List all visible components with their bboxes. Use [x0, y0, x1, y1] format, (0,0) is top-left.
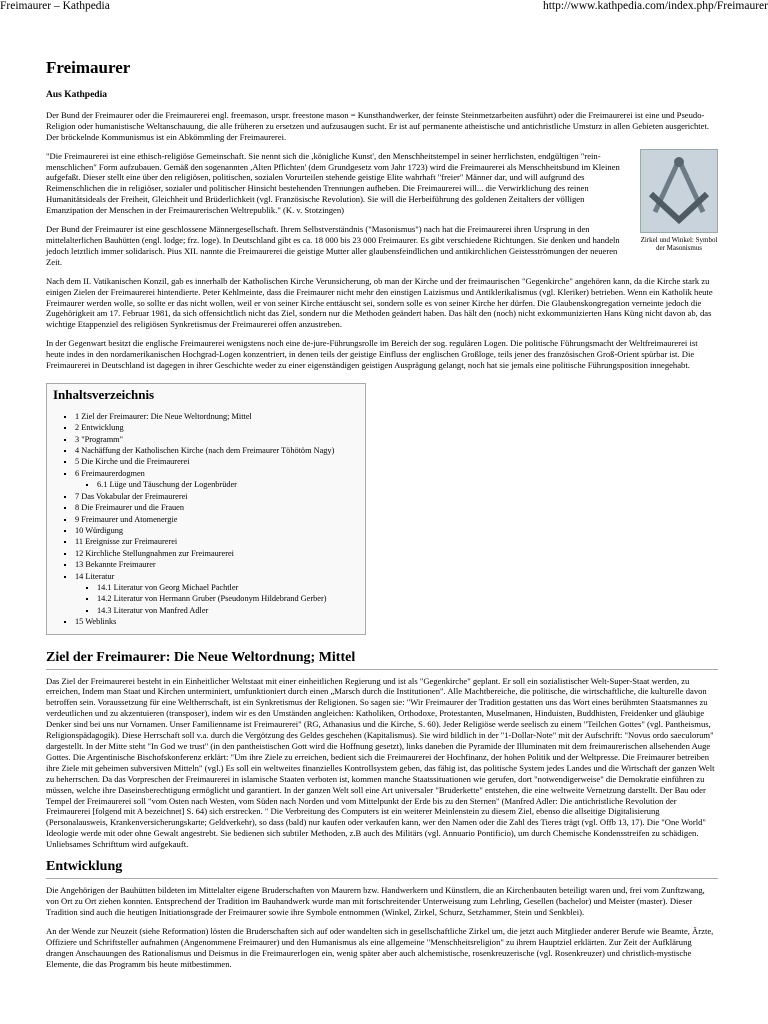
toc-item[interactable]	[75, 468, 361, 491]
intro-paragraph-4: Nach dem II. Vatikanischen Konzil, gab es innerhalb der Katholischen Kirche Verunsicherung, ob man der Kirche und der freimaurischen "Gegenkirche" angehören kann, da die Kirche stark zu einigen Zielen der Freimaurerei hintendierte. Peter Kehlmeinte, dass die Freimaurer nicht mehr den einstigen Laizismus und Antiklerikalismus (vgl. Kleriker) betrieben. Wenn ein Katholik heute Freimaurer werden wolle, so sollte er das nicht wollen, weil er von seiner Kirche enttäuscht sei, sondern solle es von seiner Kirche her dürfen. Die Glaubenskongregation verneinte jedoch die Zugehörigkeit am 17. Februar 1981, da sich offensichtlich nicht das Ziel, sondern nur die Methoden geändert haben. Das hält den (noch) nicht exkommunizierten Hans Küng nicht davon ab, das wichtige Etappenziel des religiösen Synkretismus der Freimaurerei offen anzustreben.	[46, 275, 713, 330]
section-heading-ziel: Ziel der Freimaurer: Die Neue Weltordnung; Mittel	[46, 649, 718, 670]
toc-item[interactable]	[75, 502, 361, 513]
page-title: Freimaurer	[46, 58, 131, 77]
toc-subitem[interactable]: ▪ 14.2 Literatur von Hermann Gruber (Pseudonym Hildebrand Gerber)	[97, 593, 361, 604]
intro-paragraph-1: Der Bund der Freimaurer oder die Freimaurerei engl. freemason, urspr. freestone mason = Kunsthandwerker, der feinste Steinmetzarbeiten ausführt) oder die Freimaurerei ist eine und Pseudo-Religion oder humanistische Weltanschauung, die alle früheren zu ersetzen und aufzusaugen sucht. Er ist auf permanente atheistische und antichristliche Umsturz in allen Gebieten ausgerichtet. Der bröckelnde Kommunismus ist ein Abkömmling der Freimaurerei.	[46, 109, 710, 142]
toc-link[interactable]: 7 Das Vokabular der Freimaurerei	[75, 491, 188, 501]
intro-paragraph-3: Der Bund der Freimaurer ist eine geschlossene Männergesellschaft. Ihrem Selbstverständnis ("Masonismus") nach hat die Freimaurerei ihren Ursprung in den mittelalterlichen Bauhütten (engl. lodge; frz. loge). In Deutschland gibt es ca. 18 000 bis 23 000 Freimaurer. Es gibt verschiedene Richtungen. Sie denken und handeln jedoch letztlich immer solidarisch. Pius XII. nannte die Freimaurerei die geistige Mutter aller glaubensfeindlichen und antikirchlichen Geistesströmungen der neueren Zeit.	[46, 224, 620, 267]
toc-link[interactable]: 9 Freimaurer und Atomenergie	[75, 514, 178, 524]
toc-sublist	[75, 479, 361, 490]
toc-link[interactable]: 6 Freimaurerdogmen	[75, 468, 145, 478]
toc-item[interactable]	[75, 445, 361, 456]
section-ziel-text: Das Ziel der Freimaurerei besteht in ein Einheitlicher Weltstaat mit einer einheitlichen Regierung und ist als "Gegenkirche" geplant. Er soll ein sozialistischer Welt-Super-Staat werden, zu erreichen, Indem man Staat und Kirchen unterminiert, umfunktioniert durch einen „Marsch durch die Institutionen". Alle Machtbereiche, die politische, die wirtschaftliche, die kulturelle davon betroffen sein. Voraussetzung für eine Weltherrschaft, ist ein Synkretismus der Religionen. So sagen sie: "Wir Freimaurer der Tradition gestatten uns das Wort eines berühmten Staatsmannes zu verdeutlichen und zu akzentuieren (transposer), indem wir es den Umständen angleichen: Katholiken, Orthodoxe, Protestanten, Muselmanen, Hinduisten, Buddhisten, Freidenker und gläubige Denker sind bei uns nur Vornamen. Unser Familienname ist Freimaurerei" (RG, Athanasius und die Kirche, S. 60). Jeder Religiöse werde seelisch zu einem "Teilchen Gottes" (vgl. Pantheismus, Religionspädagogik). Diese Herrschaft soll v.a. durch die Vergötzung des Geldes geschehen (Kapitalismus). Sie wird bildlich in der "1-Dollar-Note" mit der Aufschrift: "Novus ordo saeculorum" dargestellt. In der Mitte steht "In God we trust" (in den pantheistischen Gott wird die Hoffnung gesetzt), links daneben die Pyramide der Illuminaten mit dem freimaurerischen allsehenden Auge Gottes. Die Argentinische Bischofskonferenz erklärt: "Um ihre Ziele zu erreichen, bedient sich die Freimaurerei der Hochfinanz, der hohen Politik und der Weltpresse. Die Freimaurer betreiben ihre Ziele mit geheimen subversiven Mitteln" (vgl.) Es soll ein weltweites finanzielles Kontrollsystem geben, das fähig ist, das politische System jedes Landes und die Wirtschaft der ganzen Welt zu beherrschen. Da das Vorpreschen der Freimaurerei in islamische Staaten verboten ist, kommen manche Staatssituationen wie gerufen, dort "notwendigerweise" die Demokratie einführen zu müssen, welche ihre Daseinsberechtigung ermöglicht und garantiert. In der ganzen Welt soll eine Art universaler "Bruderkette" entstehen, die eine weltweite Vernetzung darstellt. Der Bau oder Tempel der Freimaurerei soll "vom Osten nach Westen, vom Süden nach Norden und vom Mittelpunkt der Erde bis zu den Sternen" (Manfred Adler: Die antichristliche Revolution der Freimaurerei [folgend mit A bezeichnet] S. 64) sich erstrecken. " Die Verbreitung des Computers ist ein weiterer Meinlenstein zu diesem Ziel, ebenso die allseitige Digitalisierung (Personalausweis, Krankenversicherungskarte; Geldverkehr), so dass (bald) nur kaufen oder verkaufen kann, wer den Namen oder die Zahl des Tieres trägt (vgl. Offb 13, 17). Die "One World" Ideologie werde mit oder ohne Gewalt angestrebt. Sie bedienen sich subtiler Methoden, z.B auch des Militärs (vgl. Annuario Pontificio), um durch Chemische Kondensstreifen zu schädigen. Unliebsames Schrifttum wird aufgekauft.	[46, 675, 715, 850]
toc-item[interactable]	[75, 571, 361, 617]
compass-square-icon	[641, 150, 717, 232]
toc-item[interactable]	[75, 559, 361, 570]
article-content	[46, 58, 718, 977]
toc-item[interactable]	[75, 491, 361, 502]
toc-item[interactable]	[75, 422, 361, 433]
symbol-thumbnail[interactable]	[640, 149, 718, 252]
toc-item[interactable]	[75, 548, 361, 559]
toc-link[interactable]: 5 Die Kirche und die Freimaurerei	[75, 457, 190, 467]
toc-subitem[interactable]: ▪ 14.3 Literatur von Manfred Adler	[97, 605, 361, 616]
print-header-url: http://www.kathpedia.com/index.php/Freimaurer	[542, 0, 768, 12]
toc-item[interactable]	[75, 456, 361, 467]
toc-link[interactable]: 3 "Programm"	[75, 434, 124, 444]
toc-link[interactable]: 8 Die Freimaurer und die Frauen	[75, 503, 184, 513]
section-entwicklung-paragraph-2: An der Wende zur Neuzeit (siehe Reformation) lösten die Bruderschaften sich auf oder wandelten sich in gesellschaftliche Zirkel um, die jetzt auch Mitglieder anderer Berufe wie Beamte, Ärzte, Offiziere und Schriftsteller aufnahmen (Angenommene Freimaurer) und den Humanismus als eine allgemeine "Menschheitsreligion" zu ihrem Hauptziel erklärten. Zur Zeit der Aufklärung drangen Anschauungen des Rationalismus und Deismus in die Freimaurerlogen ein, wenig später aber auch alchemistische, rosenkreuzerische (vgl. Rosenkreuzer) und christlich-mystische Elemente, die das Programm bis heute mitbestimmen.	[46, 925, 714, 969]
toc-sublist	[75, 582, 361, 616]
toc-item[interactable]	[75, 536, 361, 547]
toc-link[interactable]: 10 Würdigung	[75, 525, 124, 535]
section-entwicklung-paragraph-1: Die Angehörigen der Bauhütten bildeten im Mittelalter eigene Bruderschaften von Maurern bzw. Handwerkern und Künstlern, die an Kirchenbauten beteiligt waren und, frei vom Zunftzwang, von Ort zu Ort ziehen konnten. Entsprechend der Tradition im Bauhandwerk wurde man mit fortschreitender Unterweisung zum Lehrling, Gesellen (bachelor) und Meister (master). Dieser Tradition sind auch die heutigen Initiationsgrade der Freimaurer sowie ihre Symbole entnommen (Winkel, Zirkel, Schurz, Setzhammer, Stein und Senkblei).	[46, 885, 705, 917]
toc-item[interactable]	[75, 514, 361, 525]
intro-paragraph-2: "Die Freimaurerei ist eine ethisch-religiöse Gemeinschaft. Sie nennt sich die ,königliche Kunst', den Menschheitstempel in seiner herrlichsten, endgültigen "rein-menschlichen" Form aufzubauen. Gemäß den sogenannten ,Alten Pflichten' (dem Grundgesetz vom Jahr 1723) wird die Freimaurerei als Menschheitsbund im Kleinen aufgefaßt. Dieser stellt eine über den religiösen, politischen, sozialen Vorurteilen stehende geistige Elite wahrhaft "freier" Männer dar, und will aufgrund des Reimenschlichen die in religiöser, sozialer und politischer Hinsicht bestehenden Trennungen aufheben. Die Freimaurerei will... die Verwirklichung des reinen Humanitätsideals der Freiheit, Gleichheit und Brüderlichkeit (vgl. Französische Revolution). Sie will die Herbeiführung des goldenen Zeitalters der völligen Emanzipation der Menschen in der Freimaurerischen Weltrepublik." (K. v. Stotzingen)	[46, 150, 620, 216]
toc-subitem[interactable]: ▪ 6.1 Lüge und Täuschung der Logenbrüder	[97, 479, 361, 490]
toc-link[interactable]: 13 Bekannte Freimaurer	[75, 560, 156, 570]
toc-subitem[interactable]: ▪ 14.1 Literatur von Georg Michael Pachtler	[97, 582, 361, 593]
toc-link[interactable]: 11 Ereignisse zur Freimaurerei	[75, 537, 178, 547]
toc-link[interactable]: 4 Nachäffung der Katholischen Kirche (nach dem Freimaurer Töhötöm Nagy)	[75, 446, 335, 456]
toc-link[interactable]: 12 Kirchliche Stellungnahmen zur Freimaurerei	[75, 548, 234, 558]
toc-link[interactable]: 14 Literatur	[75, 571, 115, 581]
toc-item[interactable]	[75, 434, 361, 445]
toc-item[interactable]	[75, 411, 361, 422]
print-header-title: Freimaurer – Kathpedia	[0, 0, 110, 12]
intro-paragraph-5: In der Gegenwart besitzt die englische Freimaurerei wenigstens noch eine de-jure-Führungsrolle im Bereich der sog. regulären Logen. Die politische Führungsmacht der Weltfreimaurerei ist heute indes in den nordamerikanischen Hochgrad-Logen konzentriert, in denen teils der geistige Einfluss der englischen Großloge, teils jener des französischen Groß-Orient spürbar ist. Die Freimaurerei in Deutschland ist dagegen in ihrer Geschichte weder zu einer eigenständigen geistigen Ausprägung gelangt, noch hat sie jemals eine politische Führungsposition innegehabt.	[46, 338, 698, 371]
toc-item[interactable]	[75, 616, 361, 627]
image-caption: Zirkel und Winkel: Symbol der Masonismus	[640, 235, 718, 252]
print-header	[0, 0, 768, 14]
page-subtitle: Aus Kathpedia	[46, 90, 107, 100]
table-of-contents	[46, 383, 366, 635]
toc-title: Inhaltsverzeichnis	[53, 386, 155, 402]
toc-link[interactable]: 1 Ziel der Freimaurer: Die Neue Weltordnung; Mittel	[75, 411, 252, 421]
section-heading-entwicklung: Entwicklung	[46, 858, 718, 879]
compass-square-image[interactable]	[640, 149, 718, 233]
toc-list	[53, 411, 361, 628]
toc-item[interactable]	[75, 525, 361, 536]
toc-link[interactable]: 15 Weblinks	[75, 617, 117, 627]
toc-link[interactable]: 2 Entwicklung	[75, 423, 124, 433]
